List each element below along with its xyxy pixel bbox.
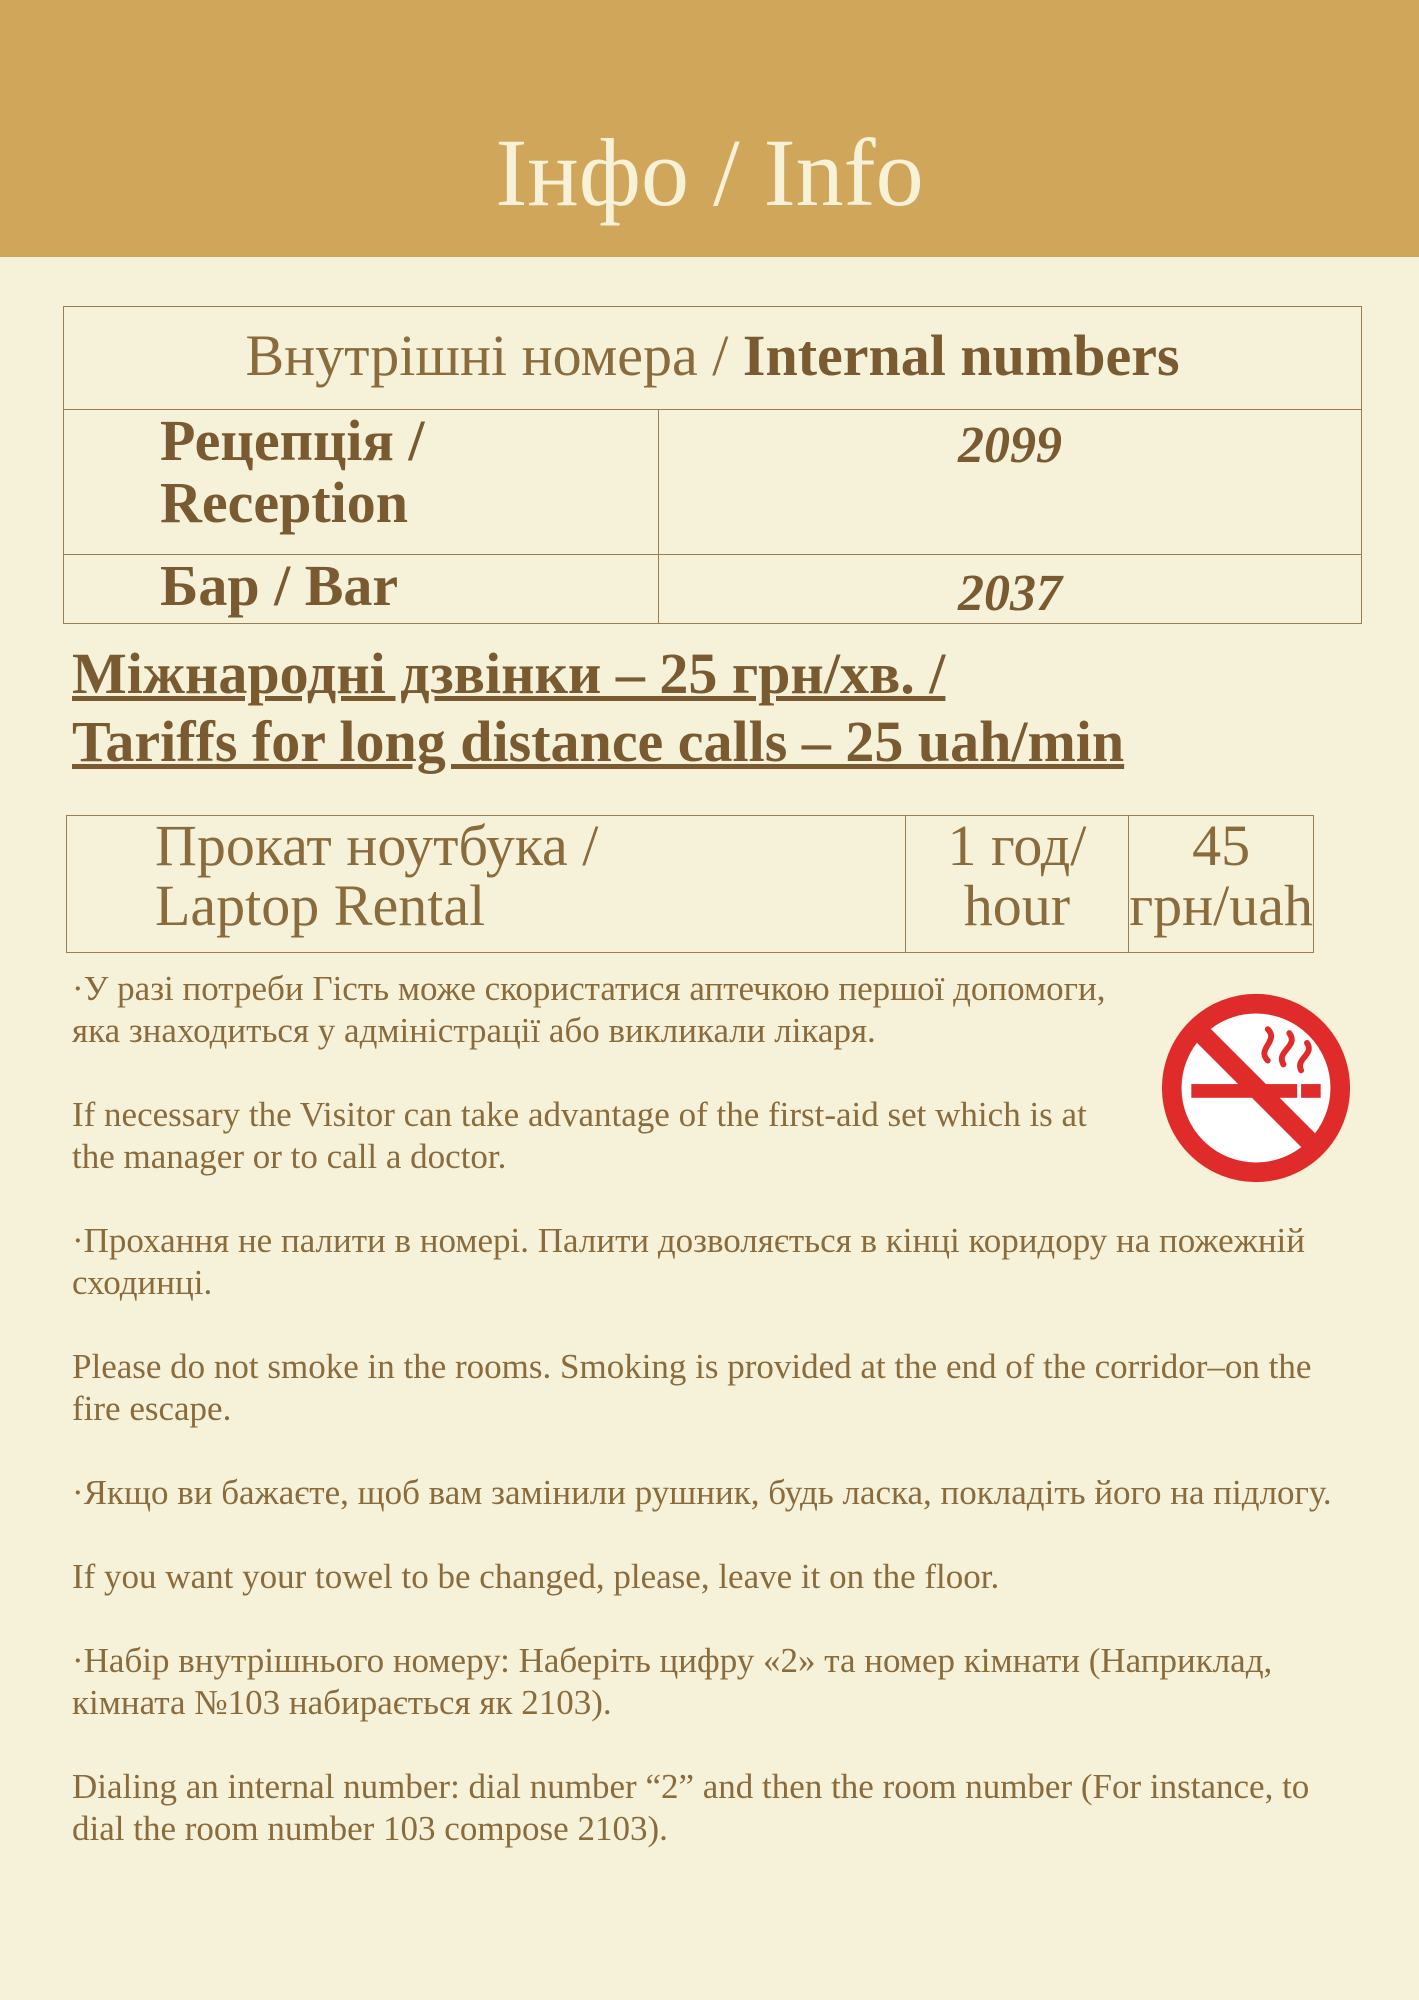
laptop-price-line2: грн/uah — [1129, 873, 1313, 938]
internal-numbers-heading — [64, 307, 1362, 410]
reception-label — [64, 410, 659, 555]
laptop-label — [67, 813, 906, 953]
reception-number — [659, 410, 1362, 555]
laptop-label-line2: Laptop Rental — [155, 873, 486, 938]
laptop-price-line1: 45 — [1192, 813, 1251, 878]
bar-label-text: Бар / Bar — [160, 553, 399, 618]
smoking-ua: ·Прохання не палити в номері. Палити дозволяється в кінці коридору на пожежній сходинці. — [72, 1221, 1306, 1302]
reception-label-line1: Рецепція / — [160, 408, 425, 473]
towel-ua: ·Якщо ви бажаєте, щоб вам замінили рушник, будь ласка, покладіть його на підлогу. — [72, 1473, 1332, 1512]
table-row — [67, 816, 1314, 953]
towel-en: If you want your towel to be changed, please, leave it on the floor. — [72, 1557, 1000, 1596]
bar-number-value: 2037 — [958, 565, 1062, 622]
bar-number — [659, 555, 1362, 624]
tariff-line-ua: Міжнародні дзвінки – 25 грн/хв. / — [72, 641, 946, 706]
laptop-rental-table — [66, 815, 1314, 953]
first-aid-en: If necessary the Visitor can take advantage of the first-aid set which is at the manager or to call a doctor. — [72, 1095, 1087, 1176]
smoking-en: Please do not smoke in the rooms. Smoking is provided at the end of the corridor–on the fire escape. — [72, 1347, 1312, 1428]
laptop-label-line1: Прокат ноутбука / — [155, 813, 599, 878]
table-row — [64, 410, 1362, 555]
reception-label-line2: Reception — [160, 470, 409, 535]
laptop-duration-line1: 1 год/ — [947, 813, 1087, 878]
laptop-duration-line2: hour — [963, 873, 1071, 938]
internal-numbers-title-en: Internal numbers — [742, 323, 1180, 388]
dial-en: Dialing an internal number: dial number “2” and then the room number (For instance, to dial the room number 103 compose 2103). — [72, 1767, 1310, 1848]
notes-section — [72, 968, 1342, 1892]
laptop-duration — [905, 813, 1129, 953]
internal-numbers-table — [63, 306, 1362, 624]
laptop-price — [1129, 813, 1314, 953]
reception-number-value: 2099 — [958, 417, 1062, 474]
table-row — [64, 555, 1362, 624]
dial-ua: ·Набір внутрішнього номеру: Наберіть цифру «2» та номер кімнати (Наприклад, кімната №103 набирається як 2103). — [72, 1641, 1273, 1722]
tariff-line-en: Tariffs for long distance calls – 25 uah/min — [72, 709, 1125, 774]
internal-numbers-title-ua: Внутрішні номера / — [245, 323, 743, 388]
page-title: Інфо / Info — [495, 119, 924, 226]
header-bar — [0, 0, 1419, 257]
tariff-notice — [72, 640, 1362, 776]
first-aid-ua: ·У разі потреби Гість може скористатися аптечкою першої допомоги, яка знаходиться у адміністрації або викликали лікаря. — [72, 969, 1106, 1050]
bar-label — [64, 555, 659, 624]
